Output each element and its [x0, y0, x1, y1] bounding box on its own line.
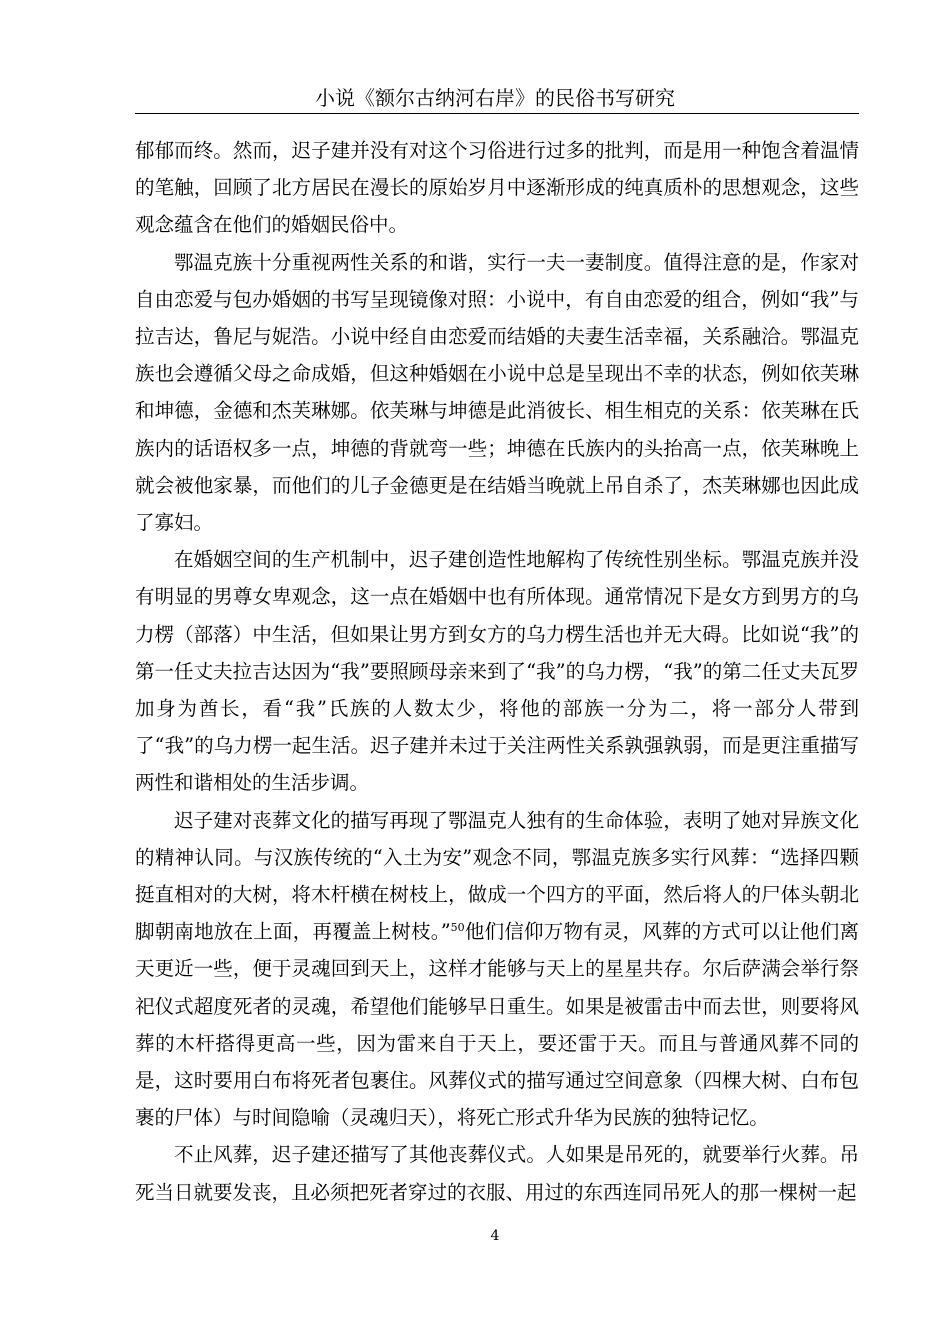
paragraph-other-funerals: 不止风葬，迟子建还描写了其他丧葬仪式。人如果是吊死的，就要举行火葬。吊死当日就要发丧，且必须把死者穿过的衣服、用过的东西连同吊死人的那一棵树一起: [135, 1143, 859, 1204]
paragraph-text-after-footnote: 他们信仰万物有灵，风葬的方式可以让他们离天更近一些，便于灵魂回到天上，这样才能够与天上的星星共存。尔后萨满会举行祭祀仪式超度死者的灵魂，希望他们能够早日重生。如果是被雷击中而去世，则要将风葬的木杆搭得更高一些，因为雷来自于天上，要还雷于天。而且与普通风葬不同的是，这时要用白布将死者包裹住。风葬仪式的描写通过空间意象（四棵大树、白布包裹的尸体）与时间隐喻（灵魂归天），将死亡形式升华为民族的独特记忆。: [135, 920, 859, 1130]
paragraph-funeral-culture: [135, 802, 859, 1137]
paragraph-continued: 郁郁而终。然而，迟子建并没有对这个习俗进行过多的批判，而是用一种饱含着温情的笔触，回顾了北方居民在漫长的原始岁月中逐渐形成的纯真质朴的思想观念，这些观念蕴含在他们的婚姻民俗中。: [135, 139, 859, 237]
paragraph-marriage-harmony: 鄂温克族十分重视两性关系的和谐，实行一夫一妻制度。值得注意的是，作家对自由恋爱与包办婚姻的书写呈现镜像对照：小说中，有自由恋爱的组合，例如“我”与拉吉达，鲁尼与妮浩。小说中经自由恋爱而结婚的夫妻生活幸福，关系融洽。鄂温克族也会遵循父母之命成婚，但这种婚姻在小说中总是呈现出不幸的状态，例如依芙琳和坤德，金德和杰芙琳娜。依芙琳与坤德是此消彼长、相生相克的关系：依芙琳在氏族内的话语权多一点，坤德的背就弯一些；坤德在氏族内的头抬高一点，依芙琳晚上就会被他家暴，而他们的儿子金德更是在结婚当晚就上吊自杀了，杰芙琳娜也因此成了寡妇。: [135, 250, 859, 535]
paragraph-text-before-footnote: 迟子建对丧葬文化的描写再现了鄂温克人独有的生命体验，表明了她对异族文化的精神认同。与汉族传统的“入土为安”观念不同，鄂温克族多实行风葬：“选择四颗挺直相对的大树，将木杆横在树枝上，做成一个四方的平面，然后将人的尸体头朝北脚朝南地放在上面，再覆盖上树枝。”: [135, 808, 859, 944]
footnote-marker: 50: [450, 921, 465, 935]
paragraph-gender-coordinates: 在婚姻空间的生产机制中，迟子建创造性地解构了传统性别坐标。鄂温克族并没有明显的男尊女卑观念，这一点在婚姻中也有所体现。通常情况下是女方到男方的乌力楞（部落）中生活，但如果让男方到女方的乌力楞生活也并无大碍。比如说“我”的第一任丈夫拉吉达因为“我”要照顾母亲来到了“我”的乌力楞，“我”的第二任丈夫瓦罗加身为酋长，看“我”氏族的人数太少，将他的部族一分为二，将一部分人带到了“我”的乌力楞一起生活。迟子建并未过于关注两性关系孰强孰弱，而是更注重描写两性和谐相处的生活步调。: [135, 548, 859, 795]
header-divider: [135, 113, 859, 114]
running-header-title: 小说《额尔古纳河右岸》的民俗书写研究: [315, 86, 675, 110]
page-number: 4: [490, 1228, 500, 1244]
body-text: [135, 132, 859, 1211]
